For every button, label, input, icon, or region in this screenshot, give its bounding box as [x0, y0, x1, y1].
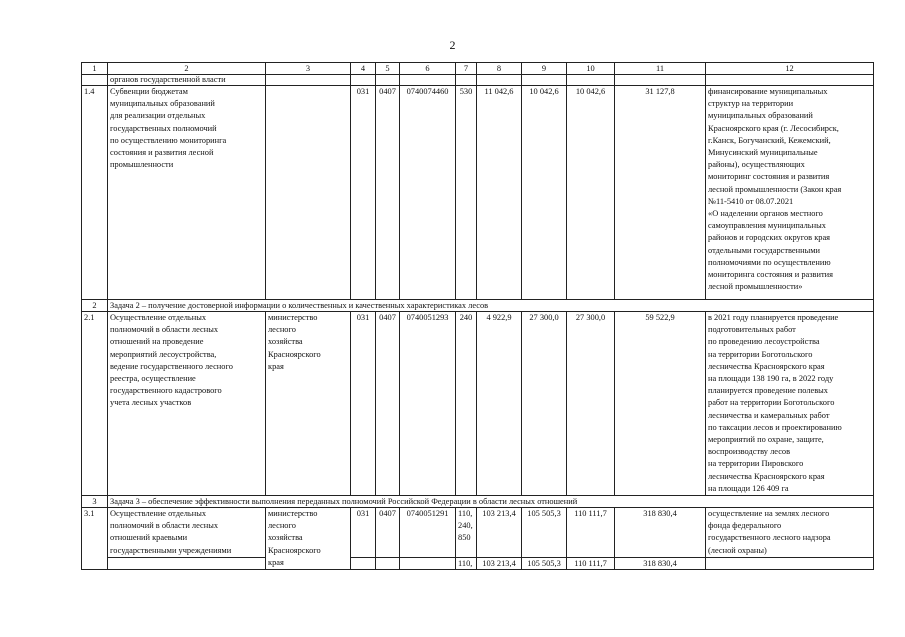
- grbs-code: 031: [351, 312, 376, 496]
- csr-code: 0740051293: [400, 312, 456, 496]
- vr-code: 110,: [456, 558, 477, 570]
- amount-year-1: 4 922,9: [477, 312, 522, 496]
- page-number: 2: [449, 38, 456, 52]
- task-row: [82, 300, 874, 312]
- task-number: 2: [82, 300, 108, 312]
- amount-year-2: 105 505,3: [522, 558, 567, 570]
- col-header: 12: [706, 63, 874, 75]
- vr-code: 530: [456, 86, 477, 300]
- vr-code: 110, 240, 850: [456, 508, 477, 558]
- activity-name: Осуществление отдельных полномочий в области лесных отношений краевыми государственными учреждениями: [108, 508, 266, 558]
- continuation-row: [82, 75, 874, 86]
- amount-year-1: 11 042,6: [477, 86, 522, 300]
- amount-year-3: 110 111,7: [567, 508, 615, 558]
- task-title: Задача 3 – обеспечение эффективности выполнения переданных полномочий Российской Федерации в области лесных отношений: [108, 496, 874, 508]
- row-number: 2.1: [82, 312, 108, 496]
- amount-total: 31 127,8: [615, 86, 706, 300]
- col-header: 9: [522, 63, 567, 75]
- row-number: 3.1: [82, 508, 108, 570]
- col-header: 6: [400, 63, 456, 75]
- col-header: 5: [376, 63, 400, 75]
- expected-result: финансирование муниципальных структур на территории муниципальных образований Красноярского края (г. Лесосибирск, г.Канск, Богучанский, Кежемский, Минусинский муниципальные районы), осуществляющих мониторинг состояния и развития лесной промышленности (Закон края №11-5410 от 08.07.2021 «О наделении органов местного самоуправления муниципальных районов и городских округов края отдельными государственными полномочиями по осуществлению мониторинга состояния и развития лесной промышленности»: [706, 86, 874, 300]
- grbs-code: 031: [351, 86, 376, 300]
- amount-year-2: 27 300,0: [522, 312, 567, 496]
- grbs-code: 031: [351, 508, 376, 558]
- amount-year-3: 10 042,6: [567, 86, 615, 300]
- executor: [266, 86, 351, 300]
- amount-year-1: 103 213,4: [477, 508, 522, 558]
- subtotal-row: [82, 558, 874, 570]
- col-header: 2: [108, 63, 266, 75]
- table-row: [82, 86, 874, 300]
- amount-year-2: 10 042,6: [522, 86, 567, 300]
- activity-name: Осуществление отдельных полномочий в области лесных отношений на проведение мероприятий лесоустройства, ведение государственного лесного реестра, осуществление государственного кадастрового учета лесных участков: [108, 312, 266, 496]
- csr-code: 0740074460: [400, 86, 456, 300]
- col-header: 1: [82, 63, 108, 75]
- expected-result: осуществление на землях лесного фонда федерального государственного лесного надзора (лесной охраны): [706, 508, 874, 558]
- table-row: [82, 312, 874, 496]
- col-header: 4: [351, 63, 376, 75]
- col-header: 10: [567, 63, 615, 75]
- amount-year-3: 27 300,0: [567, 312, 615, 496]
- col-header: 7: [456, 63, 477, 75]
- vr-code: 240: [456, 312, 477, 496]
- amount-year-2: 105 505,3: [522, 508, 567, 558]
- executor: министерство лесного хозяйства Красноярского края: [266, 312, 351, 496]
- executor: министерство лесного хозяйства Красноярского края: [266, 508, 351, 570]
- csr-code: 0740051291: [400, 508, 456, 558]
- column-number-row: [82, 63, 874, 75]
- col-header: 8: [477, 63, 522, 75]
- task-title: Задача 2 – получение достоверной информации о количественных и качественных характеристиках лесов: [108, 300, 874, 312]
- rzpr-code: 0407: [376, 86, 400, 300]
- task-number: 3: [82, 496, 108, 508]
- expected-result: в 2021 году планируется проведение подготовительных работ по проведению лесоустройства на территории Боготольского лесничества Красноярского края на площади 138 190 га, в 2022 году планируется проведение полевых работ на территории Боготольского лесничества и камеральных работ по таксации лесов и проектированию мероприятий по охране, защите, воспроизводству лесов на территории Пировского лесничества Красноярского края на площади 126 409 га: [706, 312, 874, 496]
- continuation-text: органов государственной власти: [108, 75, 266, 86]
- rzpr-code: 0407: [376, 312, 400, 496]
- activity-name: Субвенции бюджетам муниципальных образований для реализации отдельных государственных полномочий по осуществлению мониторинга состояния и развития лесной промышленности: [108, 86, 266, 300]
- amount-total: 318 830,4: [615, 508, 706, 558]
- col-header: 11: [615, 63, 706, 75]
- amount-year-3: 110 111,7: [567, 558, 615, 570]
- task-row: [82, 496, 874, 508]
- program-activities-table: [81, 62, 874, 570]
- table-row: [82, 508, 874, 558]
- amount-total: 318 830,4: [615, 558, 706, 570]
- rzpr-code: 0407: [376, 508, 400, 558]
- col-header: 3: [266, 63, 351, 75]
- amount-year-1: 103 213,4: [477, 558, 522, 570]
- amount-total: 59 522,9: [615, 312, 706, 496]
- row-number: 1.4: [82, 86, 108, 300]
